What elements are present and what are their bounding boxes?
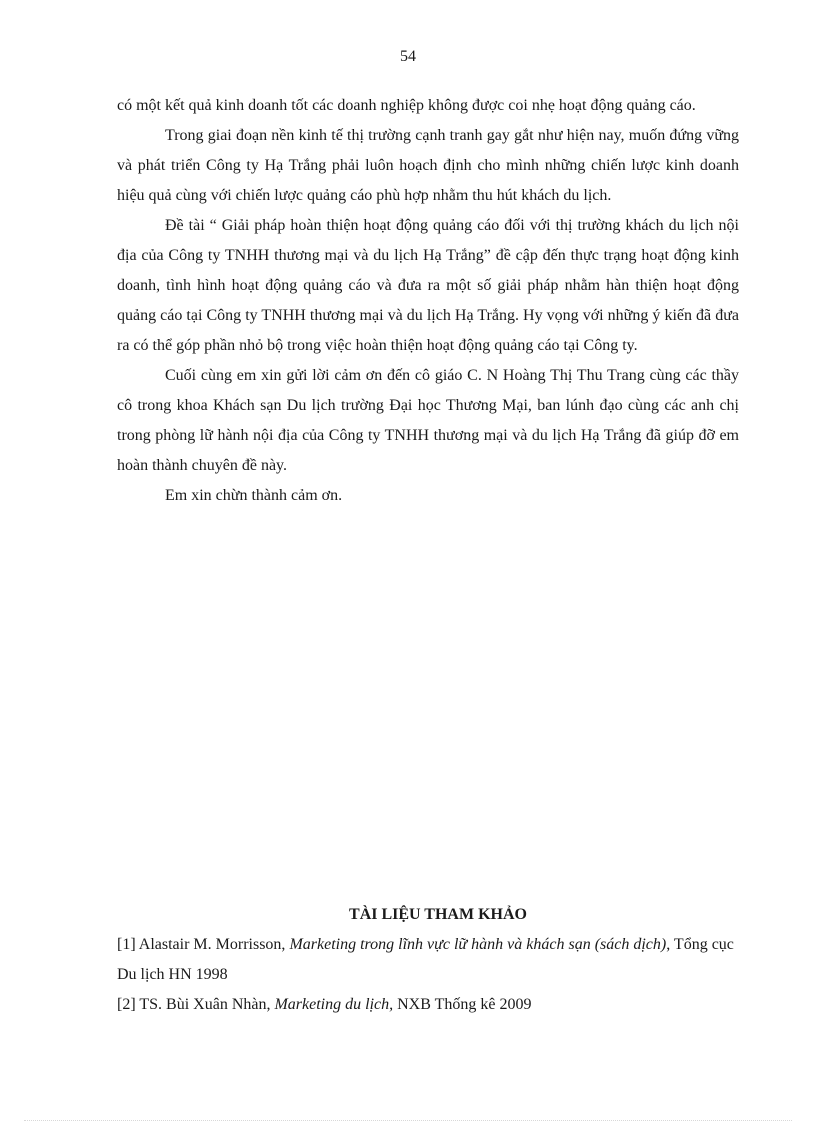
page-bottom-divider bbox=[24, 1120, 792, 1121]
paragraph-closing: Em xin chừn thành cảm ơn. bbox=[165, 487, 343, 504]
references-heading: TÀI LIỆU THAM KHẢO bbox=[349, 906, 527, 923]
reference-title: Marketing trong lĩnh vực lữ hành và khách sạn (sách dịch) bbox=[289, 936, 667, 953]
page-number: 54 bbox=[400, 48, 416, 65]
body-text bbox=[117, 91, 739, 511]
paragraph-continuation: có một kết quả kinh doanh tốt các doanh nghiệp không được coi nhẹ hoạt động quảng cáo. bbox=[117, 97, 696, 114]
paragraph: Đề tài “ Giải pháp hoàn thiện hoạt động quảng cáo đối với thị trường khách du lịch nội địa của Công ty TNHH thương mại và du lịch Hạ Trắng” đề cập đến thực trạng hoạt động kinh doanh, tình hình hoạt động quảng cáo và đưa ra một số giải pháp nhằm hàn thiện hoạt động quảng cáo tại Công ty TNHH thương mại và du lịch Hạ Trắng. Hy vọng với những ý kiến đã đưa ra có thể góp phần nhỏ bộ trong việc hoàn thiện hoạt động quảng cáo tại Công ty. bbox=[117, 217, 739, 354]
reference-item bbox=[117, 930, 739, 990]
reference-prefix: [1] Alastair M. Morrisson, bbox=[117, 936, 290, 953]
reference-suffix: , Tổng cục Du lịch HN 1998 bbox=[117, 936, 734, 983]
paragraph: Cuối cùng em xin gửi lời cảm ơn đến cô giáo C. N Hoàng Thị Thu Trang cùng các thầy cô trong khoa Khách sạn Du lịch trường Đại học Thương Mại, ban lúnh đạo cùng các anh chị trong phòng lữ hành nội địa của Công ty TNHH thương mại và du lịch Hạ Trắng đã giúp đỡ em hoàn thành chuyên đề này. bbox=[117, 367, 739, 474]
paragraph: Trong giai đoạn nền kinh tế thị trường cạnh tranh gay gắt như hiện nay, muốn đứng vững và phát triển Công ty Hạ Trắng phải luôn hoạch định cho mình những chiến lược kinh doanh hiệu quả cùng với chiến lược quảng cáo phù hợp nhằm thu hút khách du lịch. bbox=[117, 127, 739, 204]
references-section bbox=[117, 900, 739, 1020]
reference-suffix: NXB Thống kê 2009 bbox=[393, 996, 532, 1013]
reference-item bbox=[117, 990, 739, 1020]
reference-title: Marketing du lịch, bbox=[274, 996, 394, 1013]
reference-prefix: [2] TS. Bùi Xuân Nhàn, bbox=[117, 996, 275, 1013]
